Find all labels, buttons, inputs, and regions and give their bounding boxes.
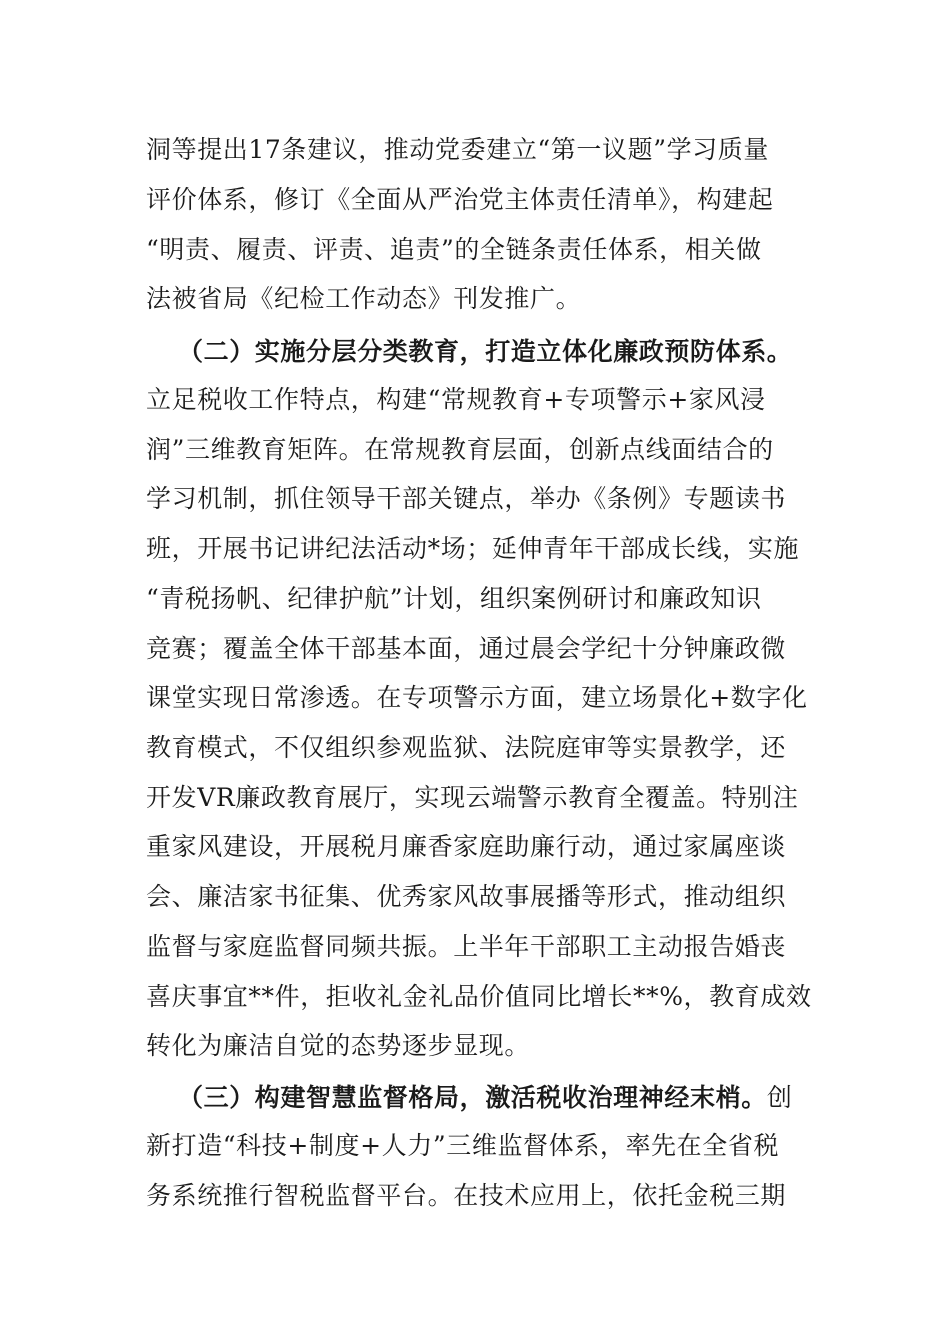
text-line: 教育模式，不仅组织参观监狱、法院庭审等实景教学，还 bbox=[146, 733, 787, 762]
text-line: 洞等提出17条建议，推动党委建立“第一议题”学习质量 bbox=[146, 135, 769, 164]
text-line: 立足税收工作特点，构建“常规教育+专项警示+家风浸 bbox=[146, 385, 766, 414]
section-heading: （三）构建智慧监督格局，激活税收治理神经末梢。创 bbox=[178, 1083, 793, 1112]
text-line: 班，开展书记讲纪法活动*场；延伸青年干部成长线，实施 bbox=[146, 534, 800, 563]
text-line: 学习机制，抓住领导干部关键点，举办《条例》专题读书 bbox=[146, 484, 787, 513]
text-line: 喜庆事宜**件，拒收礼金礼品价值同比增长**%，教育成效 bbox=[146, 982, 812, 1011]
text-line: 润”三维教育矩阵。在常规教育层面，创新点线面结合的 bbox=[146, 435, 774, 464]
text-line: 评价体系，修订《全面从严治党主体责任清单》，构建起 bbox=[146, 185, 774, 214]
text-line: “明责、履责、评责、追责”的全链条责任体系，相关做 bbox=[146, 235, 762, 264]
text-line: 转化为廉洁自觉的态势逐步显现。 bbox=[146, 1031, 531, 1060]
text-line: 务系统推行智税监督平台。在技术应用上，依托金税三期 bbox=[146, 1181, 787, 1210]
text-line: 新打造“科技+制度+人力”三维监督体系，率先在全省税 bbox=[146, 1131, 780, 1160]
text-line: 重家风建设，开展税月廉香家庭助廉行动，通过家属座谈 bbox=[146, 832, 787, 861]
text-line: 监督与家庭监督同频共振。上半年干部职工主动报告婚丧 bbox=[146, 932, 787, 961]
text-line: 会、廉洁家书征集、优秀家风故事展播等形式，推动组织 bbox=[146, 882, 787, 911]
heading-text: （二）实施分层分类教育，打造立体化廉政预防体系。 bbox=[178, 337, 793, 366]
text-line: 课堂实现日常渗透。在专项警示方面，建立场景化+数字化 bbox=[146, 683, 808, 712]
text-line: 法被省局《纪检工作动态》刊发推广。 bbox=[146, 284, 582, 313]
text-line: 开发VR廉政教育展厅，实现云端警示教育全覆盖。特别注 bbox=[146, 783, 799, 812]
text-line: “青税扬帆、纪律护航”计划，组织案例研讨和廉政知识 bbox=[146, 584, 762, 613]
heading-text: （三）构建智慧监督格局，激活税收治理神经末梢。 bbox=[178, 1083, 767, 1112]
section-heading bbox=[178, 327, 796, 377]
text-line: 竞赛；覆盖全体干部基本面，通过晨会学纪十分钟廉政微 bbox=[146, 634, 787, 663]
